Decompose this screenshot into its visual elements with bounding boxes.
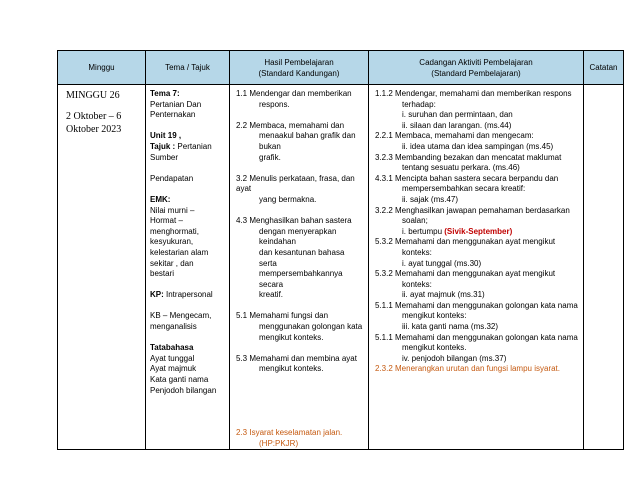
cadangan-line: 5.1.1 Memahami dan menggunakan golongan kata nama bbox=[375, 300, 578, 310]
cadangan-line: terhadap: bbox=[402, 99, 436, 109]
cadangan-line: 5.1.1 Memahami dan menggunakan golongan kata nama bbox=[375, 332, 578, 342]
emk-line: kesyukuran, bbox=[150, 237, 194, 247]
week-label: MINGGU 26 bbox=[66, 90, 120, 101]
cadangan-line: ii. idea utama dan idea sampingan (ms.45) bbox=[402, 141, 554, 151]
hasil-5-3 bbox=[236, 354, 364, 375]
hasil-line: grafik. bbox=[259, 152, 281, 162]
cadangan-line: iv. penjodoh bilangan (ms.37) bbox=[402, 353, 507, 363]
cadangan-line bbox=[375, 227, 579, 238]
tema-line1: Pertanian Dan bbox=[150, 99, 202, 109]
cadangan-line: konteks: bbox=[402, 247, 432, 257]
tajuk-line2: Sumber bbox=[150, 152, 179, 162]
kb-line1: KB – Mengecam, bbox=[150, 311, 212, 321]
cadangan-line: mengikut konteks. bbox=[402, 343, 467, 353]
kp-line bbox=[150, 290, 229, 301]
date-line2: Oktober 2023 bbox=[66, 124, 122, 135]
cadangan-line: 2.2.1 Membaca, memahami dan mengecam: bbox=[375, 131, 534, 141]
tema-line2: Penternakan bbox=[150, 110, 196, 120]
cell-hasil-pembelajaran bbox=[230, 85, 369, 450]
sivik-tag: (Sivik-September) bbox=[444, 226, 513, 236]
cadangan-line: 2.3.2 Menerangkan urutan dan fungsi lampu isyarat. bbox=[375, 364, 561, 374]
hasil-line: 4.3 Menghasilkan bahan sastera bbox=[236, 216, 352, 226]
hasil-2-2 bbox=[236, 121, 364, 163]
hasil-5-1 bbox=[236, 311, 364, 343]
hasil-line: menggunakan golongan kata bbox=[259, 322, 363, 332]
cadangan-line: ii. ayat majmuk (ms.31) bbox=[402, 290, 485, 300]
hasil-line: mempersembahkannya secara bbox=[259, 269, 343, 289]
cadangan-line: mengikut konteks: bbox=[402, 311, 467, 321]
header-catatan: Catatan bbox=[584, 51, 624, 85]
emk-label: EMK: bbox=[150, 194, 171, 204]
emk-line: menghormati, bbox=[150, 226, 199, 236]
hasil-3-2 bbox=[236, 174, 364, 206]
hasil-line: 2.3 Isyarat keselamatan jalan. bbox=[236, 428, 343, 437]
tajuk-line1 bbox=[150, 142, 229, 153]
header-hasil-line2: (Standard Kandungan) bbox=[258, 68, 340, 78]
emk-line: sekitar , dan bbox=[150, 258, 194, 268]
tajuk-label: Tajuk : bbox=[150, 141, 176, 151]
kp-label: KP: bbox=[150, 290, 164, 300]
hasil-line: menaakul bahan grafik dan bukan bbox=[259, 131, 356, 151]
tajuk-value: Pertanian bbox=[175, 141, 212, 151]
unit-label: Unit 19 , bbox=[150, 131, 182, 141]
cadangan-line: ii. silaan dan larangan. (ms.44) bbox=[402, 120, 512, 130]
cell-tema-tajuk bbox=[146, 85, 230, 450]
cadangan-line: ii. sajak (ms.47) bbox=[402, 194, 459, 204]
cadangan-text: i. bertumpu bbox=[402, 226, 445, 236]
hasil-line: 2.2 Membaca, memahami dan bbox=[236, 120, 345, 130]
cadangan-line: 4.3.1 Mencipta bahan sastera secara berpandu dan bbox=[375, 173, 559, 183]
header-tema-tajuk: Tema / Tajuk bbox=[146, 51, 230, 85]
hasil-line: 3.2 Menulis perkataan, frasa, dan ayat bbox=[236, 173, 355, 194]
hasil-line: kreatif. bbox=[259, 290, 284, 300]
hasil-line: 1.1 Mendengar dan memberikan bbox=[236, 89, 352, 98]
date-line1: 2 Oktober – 6 bbox=[66, 111, 122, 122]
table-row bbox=[58, 85, 624, 450]
emk-line: Hormat – bbox=[150, 216, 183, 226]
tatabahasa-item: Ayat majmuk bbox=[150, 364, 197, 374]
table-header-row bbox=[58, 51, 624, 85]
cadangan-line: 5.3.2 Memahami dan menggunakan ayat mengikut bbox=[375, 237, 556, 247]
hasil-2-3 bbox=[236, 428, 364, 449]
cadangan-line: 3.2.2 Menghasilkan jawapan pemahaman berdasarkan bbox=[375, 205, 570, 215]
tatabahasa-item: Penjodoh bilangan bbox=[150, 385, 217, 395]
header-cadangan-line2: (Standard Pembelajaran) bbox=[431, 68, 521, 78]
tatabahasa-item: Kata ganti nama bbox=[150, 375, 209, 385]
cadangan-line: iii. kata ganti nama (ms.32) bbox=[402, 322, 499, 332]
header-minggu: Minggu bbox=[58, 51, 146, 85]
cadangan-line: mempersembahkan secara kreatif: bbox=[402, 184, 526, 194]
tema-label: Tema 7: bbox=[150, 89, 180, 98]
cell-catatan bbox=[584, 85, 624, 450]
hasil-line: dengan menyerapkan keindahan bbox=[259, 226, 337, 247]
hasil-line: mengikut konteks. bbox=[259, 364, 324, 374]
hasil-line: (HP:PKJR) bbox=[259, 438, 299, 448]
cadangan-line: 3.2.3 Membanding bezakan dan mencatat maklumat bbox=[375, 152, 562, 162]
tatabahasa-item: Ayat tunggal bbox=[150, 353, 195, 363]
header-hasil-line1: Hasil Pembelajaran bbox=[264, 57, 334, 67]
cadangan-line: 1.1.2 Mendengar, memahami dan memberikan respons bbox=[375, 89, 572, 98]
hasil-1-1 bbox=[236, 89, 364, 110]
hasil-line: respons. bbox=[259, 99, 290, 109]
cell-cadangan-aktiviti bbox=[369, 85, 584, 450]
hasil-line: dan kesantunan bahasa serta bbox=[259, 247, 345, 268]
lesson-plan-table bbox=[57, 50, 624, 450]
kp-value: Intrapersonal bbox=[163, 290, 213, 300]
cadangan-line: i. suruhan dan permintaan, dan bbox=[402, 110, 513, 120]
emk-line: Nilai murni – bbox=[150, 205, 195, 215]
hasil-line: 5.3 Memahami dan membina ayat bbox=[236, 353, 357, 363]
header-cadangan-aktiviti bbox=[369, 51, 584, 85]
hasil-line: 5.1 Memahami fungsi dan bbox=[236, 311, 329, 321]
cell-minggu bbox=[58, 85, 146, 450]
header-hasil-pembelajaran bbox=[230, 51, 369, 85]
tatabahasa-label: Tatabahasa bbox=[150, 343, 194, 353]
kb-line2: menganalisis bbox=[150, 322, 197, 332]
hasil-4-3 bbox=[236, 216, 364, 301]
cadangan-line: i. ayat tunggal (ms.30) bbox=[402, 258, 482, 268]
cadangan-line: soalan; bbox=[402, 216, 428, 226]
cadangan-line: tentang sesuatu perkara. (ms.46) bbox=[402, 163, 520, 173]
emk-line: kelestarian alam bbox=[150, 247, 209, 257]
hasil-line: yang bermakna. bbox=[259, 194, 317, 204]
tajuk-line3: Pendapatan bbox=[150, 173, 194, 183]
cadangan-line: 5.3.2 Memahami dan menggunakan ayat mengikut bbox=[375, 269, 556, 279]
hasil-line: mengikut konteks. bbox=[259, 332, 324, 342]
header-cadangan-line1: Cadangan Aktiviti Pembelajaran bbox=[419, 57, 533, 67]
emk-line: bestari bbox=[150, 269, 175, 279]
cadangan-line: konteks: bbox=[402, 279, 432, 289]
